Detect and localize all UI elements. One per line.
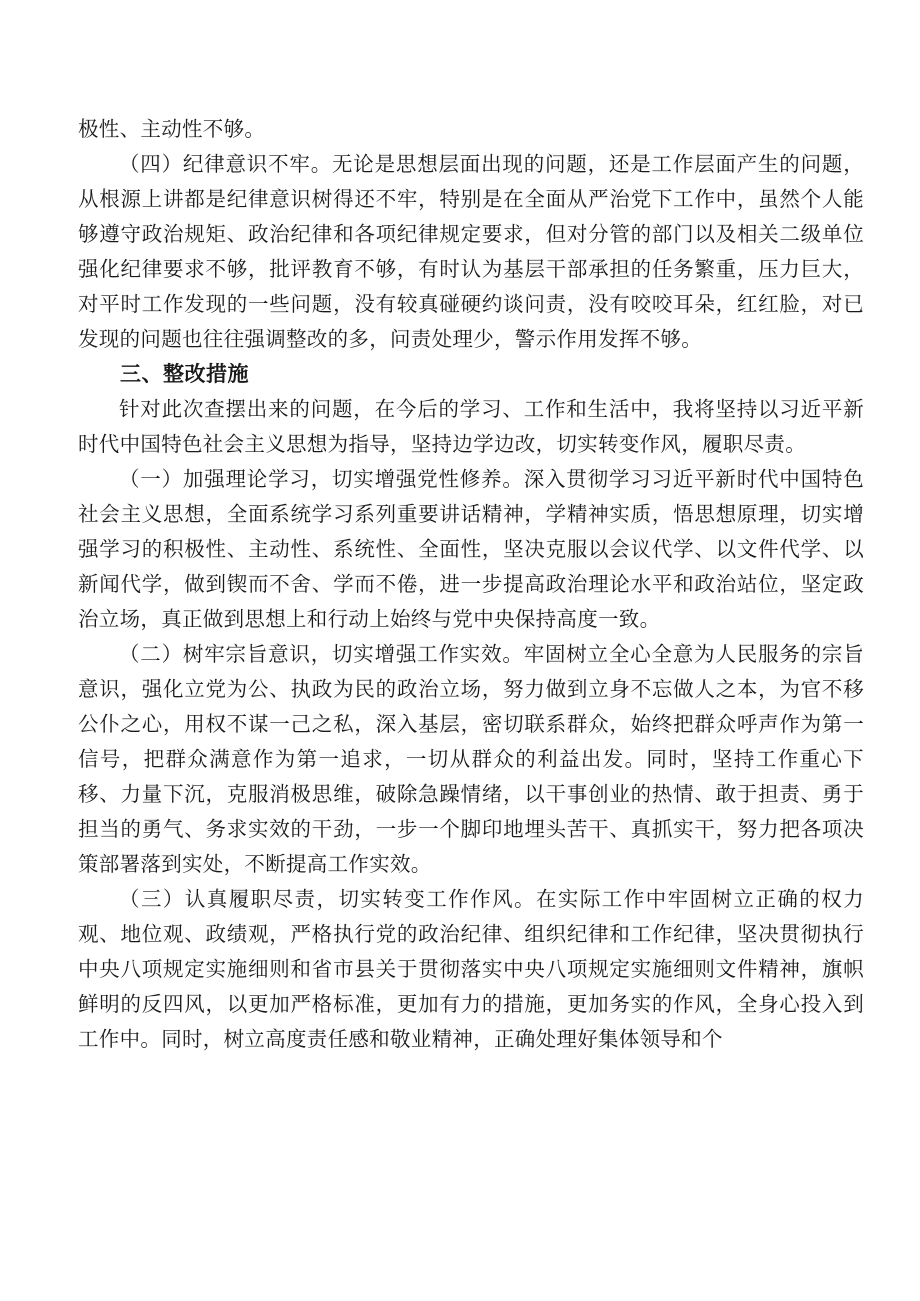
paragraph-measure-3: （三）认真履职尽责，切实转变工作作风。在实际工作中牢固树立正确的权力观、地位观、政绩观，严格执行党的政治纪律、组织纪律和工作纪律，坚决贯彻执行中央八项规定实施细则和省市县关于贯彻落实中央八项规定实施细则文件精神，旗帜鲜明的反四风，以更加严格标准，更加有力的措施，更加务实的作风，全身心投入到工作中。同时，树立高度责任感和敬业精神，正确处理好集体领导和个 [78, 887, 864, 1051]
document-page [78, 112, 864, 1057]
paragraph-measure-1: （一）加强理论学习，切实增强党性修养。深入贯彻学习习近平新时代中国特色社会主义思想，全面系统学习系列重要讲话精神，学精神实质，悟思想原理，切实增强学习的积极性、主动性、系统性、全面性，坚决克服以会议代学、以文件代学、以新闻代学，做到锲而不舍、学而不倦，进一步提高政治理论水平和政治站位，坚定政治立场，真正做到思想上和行动上始终与党中央保持高度一致。 [78, 467, 864, 631]
paragraph-discipline: （四）纪律意识不牢。无论是思想层面出现的问题，还是工作层面产生的问题，从根源上讲都是纪律意识树得还不牢，特别是在全面从严治党下工作中，虽然个人能够遵守政治规矩、政治纪律和各项纪律规定要求，但对分管的部门以及相关二级单位强化纪律要求不够，批评教育不够，有时认为基层干部承担的任务繁重，压力巨大，对平时工作发现的一些问题，没有较真碰硬约谈问责，没有咬咬耳朵，红红脸，对已发现的问题也往往强调整改的多，问责处理少，警示作用发挥不够。 [78, 152, 864, 351]
paragraph-measure-2: （二）树牢宗旨意识，切实增强工作实效。牢固树立全心全意为人民服务的宗旨意识，强化立党为公、执政为民的政治立场，努力做到立身不忘做人之本，为官不移公仆之心，用权不谋一己之私，深入基层，密切联系群众，始终把群众呼声作为第一信号，把群众满意作为第一追求，一切从群众的利益出发。同时，坚持工作重心下移、力量下沉，克服消极思维，破除急躁情绪，以干事创业的热情、敢于担责、勇于担当的勇气、务求实效的干劲，一步一个脚印地埋头苦干、真抓实干，努力把各项决策部署落到实处，不断提高工作实效。 [78, 642, 864, 876]
paragraph-continuation: 极性、主动性不够。 [78, 117, 266, 141]
paragraph-intro: 针对此次查摆出来的问题，在今后的学习、工作和生活中，我将坚持以习近平新时代中国特色社会主义思想为指导，坚持边学边改，切实转变作风，履职尽责。 [78, 397, 864, 456]
section-heading-rectification: 三、整改措施 [120, 362, 249, 386]
